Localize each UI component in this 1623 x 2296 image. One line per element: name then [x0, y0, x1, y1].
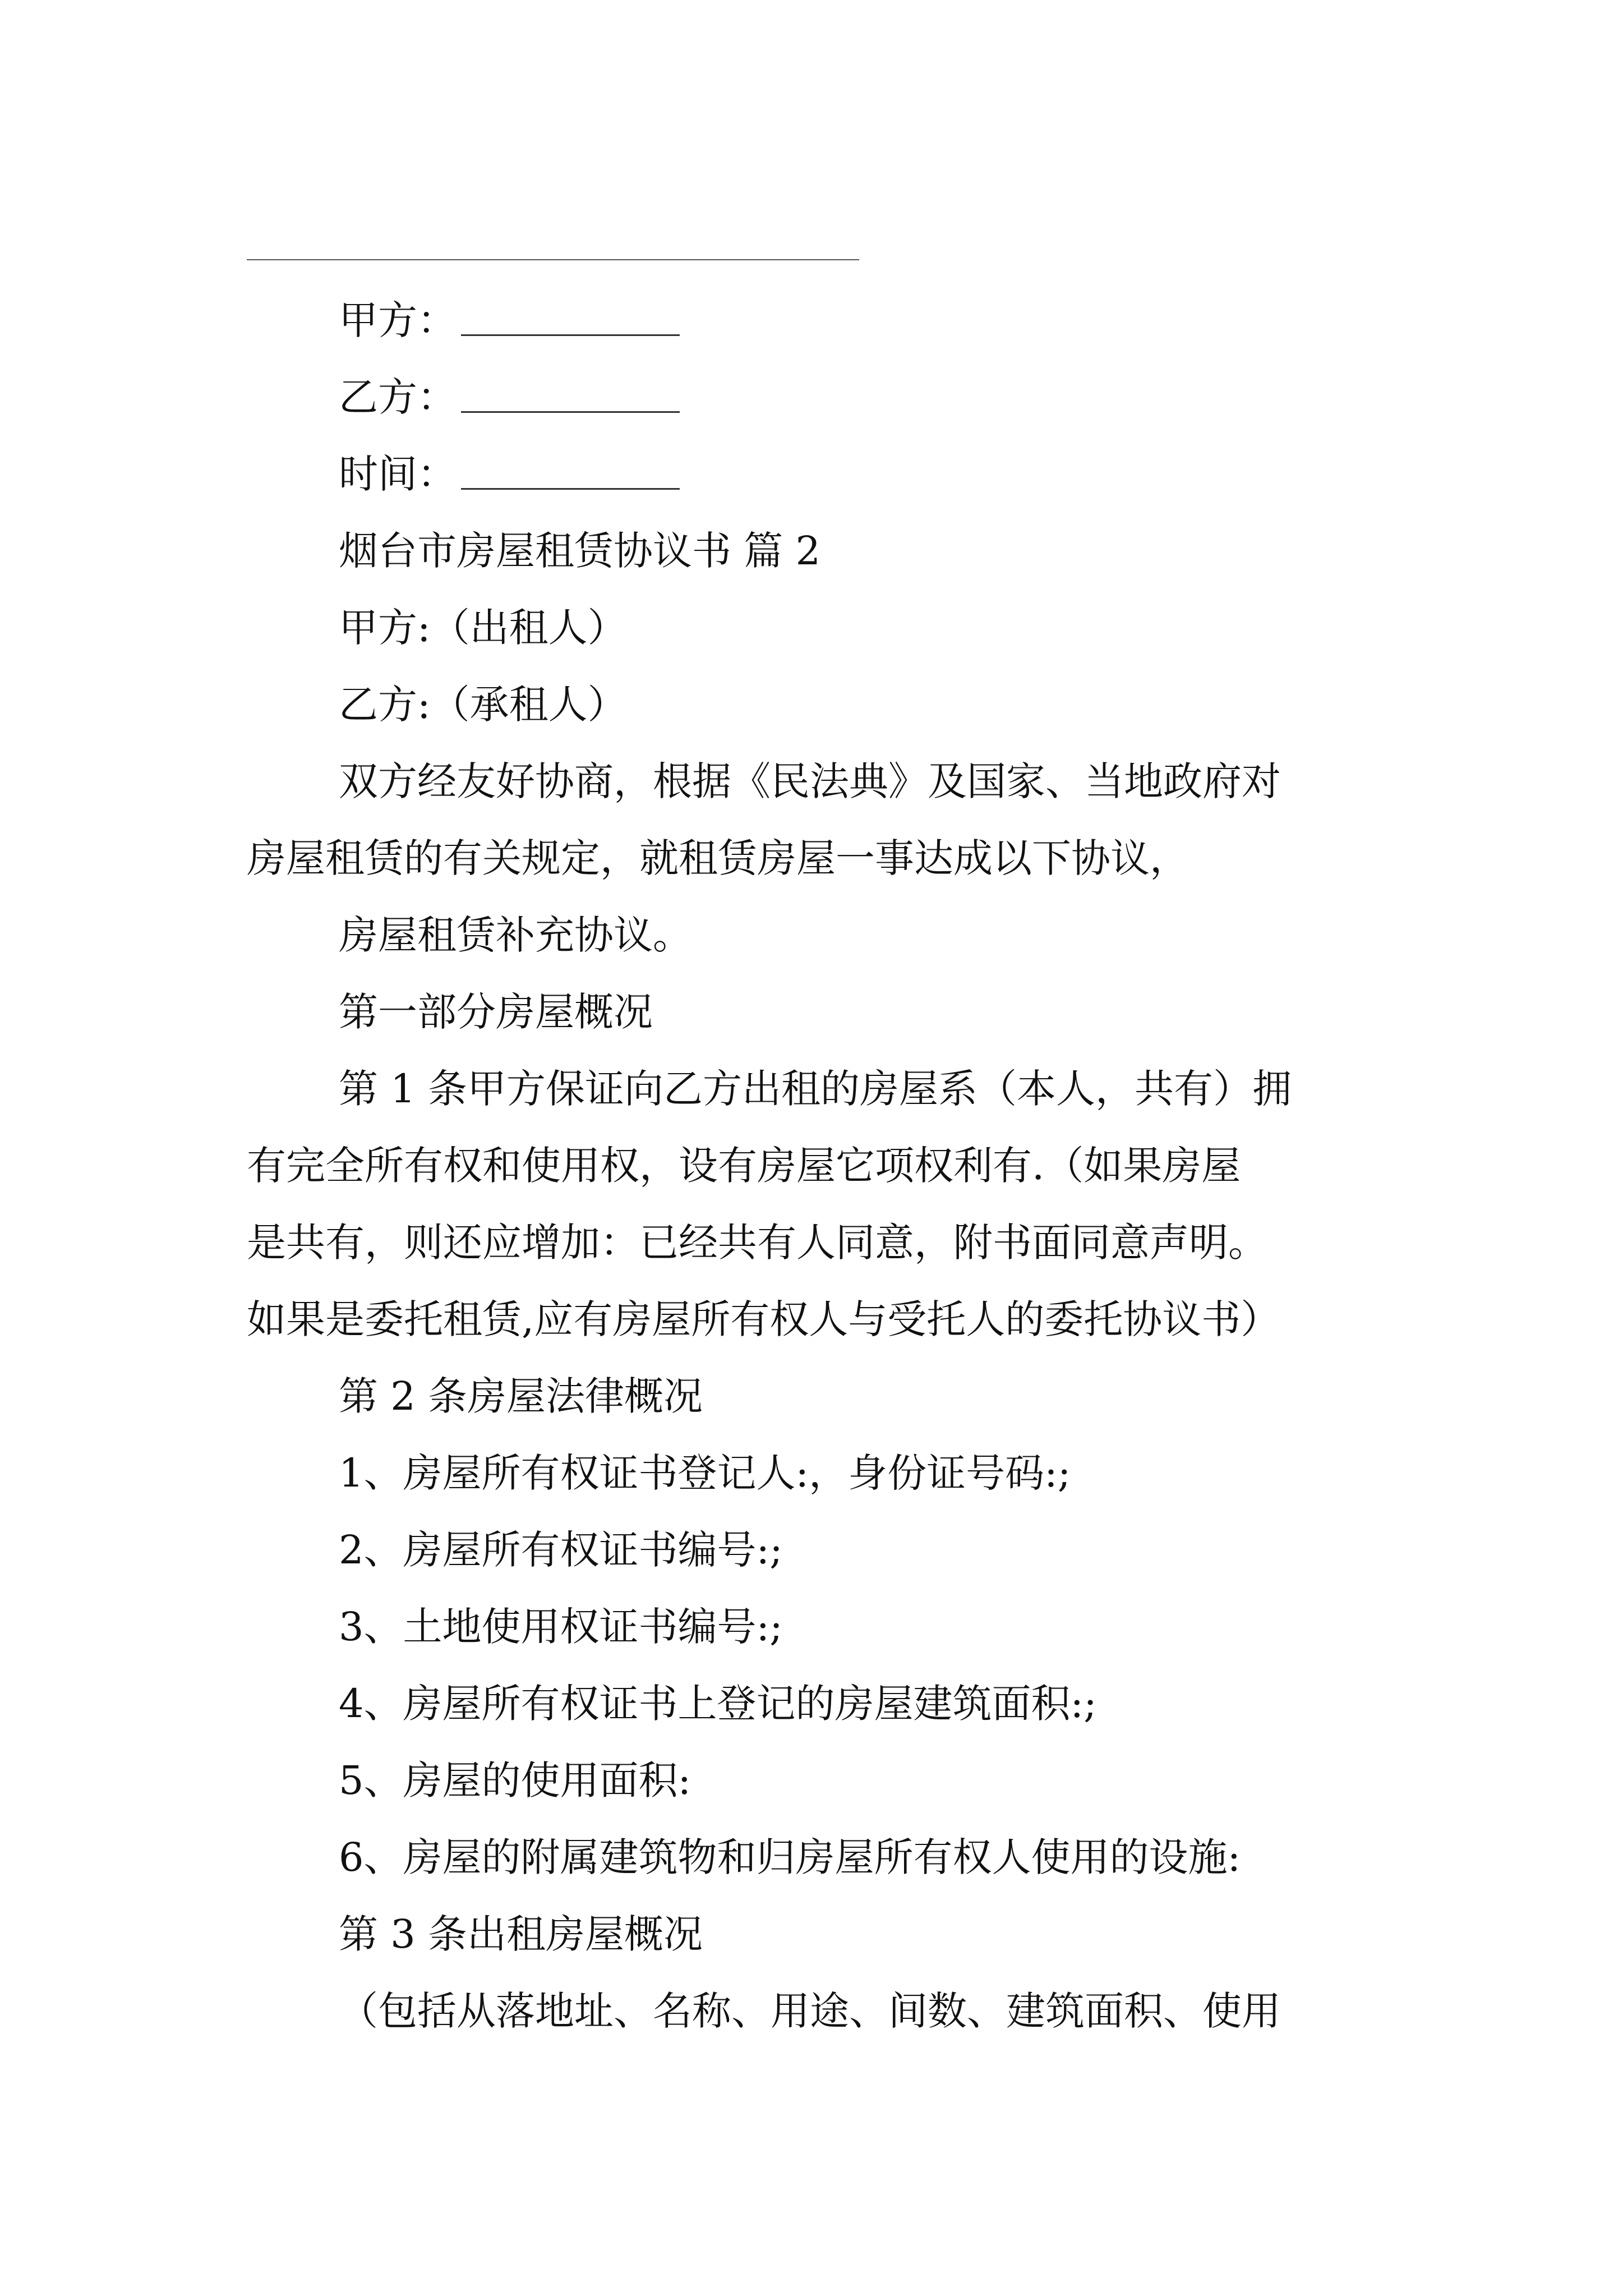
intro-paragraph-line-1: 双方经友好协商，根据《民法典》及国家、当地政府对 — [339, 758, 1281, 804]
article1-line-4: 如果是委托租赁,应有房屋所有权人与受托人的委托协议书） — [247, 1296, 1280, 1342]
article1-line-3: 是共有，则还应增加：已经共有人同意，附书面同意声明。 — [247, 1220, 1267, 1266]
list-item: 4、房屋所有权证书上登记的房屋建筑面积:; — [339, 1681, 1097, 1727]
list-item: 1、房屋所有权证书登记人:，身份证号码:; — [339, 1450, 1071, 1496]
top-divider — [247, 259, 859, 260]
article3-line-1: （包括从落地址、名称、用途、间数、建筑面积、使用 — [339, 1988, 1281, 2034]
party-a-signature-line — [339, 297, 680, 343]
article1-line-2: 有完全所有权和使用权，设有房屋它项权利有.（如果房屋 — [247, 1143, 1241, 1189]
article3-heading: 第 3 条出租房屋概况 — [339, 1911, 703, 1957]
list-item: 5、房屋的使用面积: — [339, 1757, 691, 1803]
article2-heading: 第 2 条房屋法律概况 — [339, 1373, 703, 1419]
date-label: 时间： — [339, 451, 457, 497]
party-b-blank — [461, 411, 680, 413]
list-item: 6、房屋的附属建筑物和归房屋所有权人使用的设施: — [339, 1834, 1241, 1880]
party-b-label: 乙方： — [339, 374, 457, 420]
supplement-line: 房屋租赁补充协议。 — [339, 912, 692, 958]
party-b-line: 乙方:（承租人） — [339, 682, 627, 728]
intro-paragraph-line-2: 房屋租赁的有关规定，就租赁房屋一事达成以下协议， — [247, 835, 1189, 881]
section-title: 烟台市房屋租赁协议书 篇 2 — [339, 528, 821, 574]
list-item: 2、房屋所有权证书编号:; — [339, 1527, 783, 1573]
party-a-line: 甲方:（出租人） — [339, 605, 627, 651]
list-item: 3、土地使用权证书编号:; — [339, 1604, 783, 1650]
date-blank — [461, 488, 680, 490]
party-a-label: 甲方： — [339, 297, 457, 343]
party-b-signature-line — [339, 374, 680, 420]
article1-line-1: 第 1 条甲方保证向乙方出租的房屋系（本人，共有）拥 — [339, 1066, 1292, 1112]
party-a-blank — [461, 334, 680, 336]
date-signature-line — [339, 451, 680, 497]
part1-heading: 第一部分房屋概况 — [339, 989, 653, 1035]
